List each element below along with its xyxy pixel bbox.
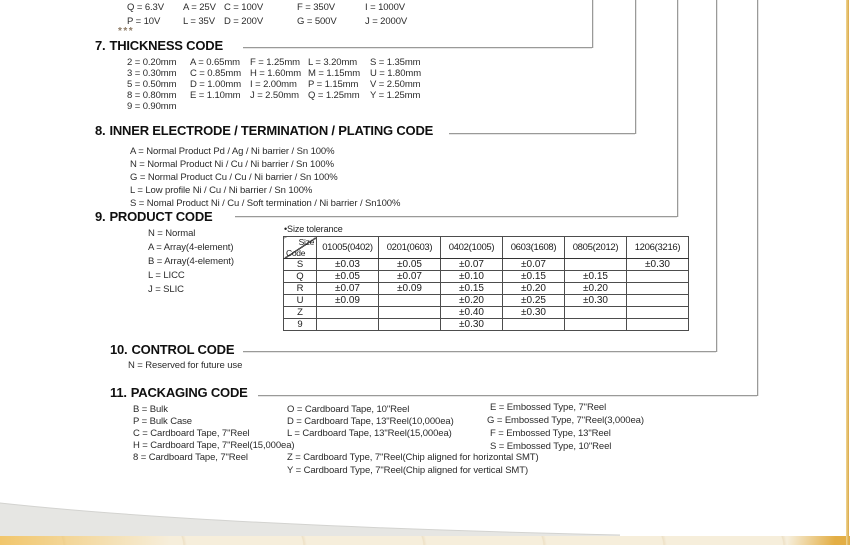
section-9-rule (235, 216, 677, 217)
column-header: 01005(0402) (317, 237, 379, 259)
corner-size-label: Size (298, 237, 314, 247)
packaging-item: O = Cardboard Tape, 10"Reel (287, 404, 410, 415)
section-7-heading (95, 39, 228, 53)
corner-code-label: Code (286, 248, 306, 258)
tolerance-cell: ±0.07 (441, 259, 503, 271)
tolerance-cell (317, 307, 379, 319)
tolerance-cell: ±0.15 (503, 271, 565, 283)
size-code-corner-cell (284, 237, 317, 259)
product-item: N = Normal (148, 228, 196, 239)
column-header: 0402(1005) (441, 237, 503, 259)
section-number: 8. (95, 123, 106, 138)
control-item: N = Reserved for future use (128, 360, 243, 371)
section-number: 11. (110, 385, 127, 400)
section-8-connector-line (635, 0, 636, 134)
tolerance-cell: ±0.07 (379, 271, 441, 283)
product-item: B = Array(4-element) (148, 256, 234, 267)
voltage-item: L = 35V (183, 16, 215, 27)
thickness-item: D = 1.00mm (190, 79, 242, 90)
footer-corner-accent (788, 536, 850, 545)
plating-item: S = Nomal Product Ni / Cu / Soft termination / Ni barrier / Sn100% (130, 198, 401, 209)
tolerance-cell (627, 283, 689, 295)
section-8-rule (449, 133, 635, 134)
packaging-item: C = Cardboard Tape, 7"Reel (133, 428, 250, 439)
packaging-item: B = Bulk (133, 404, 168, 415)
thickness-item: S = 1.35mm (370, 57, 421, 68)
table-row (284, 319, 689, 331)
section-8-heading (95, 124, 438, 138)
tolerance-cell: ±0.09 (379, 283, 441, 295)
size-code-cell: Q (284, 271, 317, 283)
column-header: 0805(2012) (565, 237, 627, 259)
thickness-item: A = 0.65mm (190, 57, 240, 68)
tolerance-cell: ±0.20 (503, 283, 565, 295)
packaging-item: P = Bulk Case (133, 416, 192, 427)
section-number: 7. (95, 38, 106, 53)
thickness-item: L = 3.20mm (308, 57, 358, 68)
size-code-cell: S (284, 259, 317, 271)
section-11-rule (258, 395, 757, 396)
voltage-item: J = 2000V (365, 16, 408, 27)
table-row (284, 307, 689, 319)
voltage-item: F = 350V (297, 2, 336, 13)
section-title: PRODUCT CODE (109, 209, 213, 224)
tolerance-cell: ±0.25 (503, 295, 565, 307)
product-item: L = LICC (148, 270, 185, 281)
table-header-row (284, 237, 689, 259)
tolerance-cell (379, 319, 441, 331)
thickness-item: 3 = 0.30mm (127, 68, 177, 79)
tolerance-cell (627, 295, 689, 307)
thickness-item: Y = 1.25mm (370, 90, 421, 101)
section-11-heading (110, 386, 253, 400)
tolerance-cell: ±0.30 (441, 319, 503, 331)
packaging-item: Y = Cardboard Type, 7"Reel(Chip aligned for vertical SMT) (287, 465, 529, 476)
plating-item: A = Normal Product Pd / Ag / Ni barrier / Sn 100% (130, 146, 335, 157)
thickness-item: M = 1.15mm (308, 68, 361, 79)
column-header: 0201(0603) (379, 237, 441, 259)
footnote-marker: *** (118, 26, 135, 37)
plating-item: L = Low profile Ni / Cu / Ni barrier / Sn 100% (130, 185, 313, 196)
thickness-item: Q = 1.25mm (308, 90, 360, 101)
packaging-item: E = Embossed Type, 7"Reel (490, 402, 607, 413)
size-code-cell: Z (284, 307, 317, 319)
section-7-connector-line (592, 0, 593, 48)
packaging-item: Z = Cardboard Type, 7"Reel(Chip aligned for horizontal SMT) (287, 452, 539, 463)
tolerance-cell (627, 271, 689, 283)
tolerance-cell (565, 259, 627, 271)
thickness-item: J = 2.50mm (250, 90, 299, 101)
table-row (284, 283, 689, 295)
tolerance-cell: ±0.03 (317, 259, 379, 271)
column-header: 1206(3216) (627, 237, 689, 259)
thickness-item: H = 1.60mm (250, 68, 302, 79)
table-row (284, 259, 689, 271)
size-code-cell: R (284, 283, 317, 295)
thickness-item: C = 0.85mm (190, 68, 242, 79)
section-number: 9. (95, 209, 106, 224)
section-10-heading (110, 343, 239, 357)
table-row (284, 271, 689, 283)
tolerance-cell: ±0.15 (441, 283, 503, 295)
footer-wave-graphic (0, 499, 620, 537)
tolerance-cell: ±0.07 (317, 283, 379, 295)
tolerance-cell (379, 295, 441, 307)
tolerance-cell: ±0.20 (565, 283, 627, 295)
thickness-item: 2 = 0.20mm (127, 57, 177, 68)
voltage-item: A = 25V (183, 2, 216, 13)
thickness-item: P = 1.15mm (308, 79, 359, 90)
tolerance-cell (565, 319, 627, 331)
tolerance-cell: ±0.09 (317, 295, 379, 307)
table-row (284, 295, 689, 307)
packaging-item: F = Embossed Type, 13"Reel (490, 428, 611, 439)
size-code-cell: U (284, 295, 317, 307)
thickness-item: 5 = 0.50mm (127, 79, 177, 90)
size-tolerance-caption: •Size tolerance (284, 224, 343, 234)
thickness-item: 9 = 0.90mm (127, 101, 177, 112)
product-item: A = Array(4-element) (148, 242, 234, 253)
section-9-connector-line (677, 0, 678, 217)
size-code-cell: 9 (284, 319, 317, 331)
thickness-item: F = 1.25mm (250, 57, 300, 68)
voltage-item: P = 10V (127, 16, 161, 27)
packaging-item: L = Cardboard Tape, 13"Reel(15,000ea) (287, 428, 452, 439)
tolerance-cell (379, 307, 441, 319)
tolerance-cell: ±0.10 (441, 271, 503, 283)
tolerance-cell: ±0.05 (379, 259, 441, 271)
section-title: PACKAGING CODE (130, 385, 248, 400)
page-right-border (846, 0, 849, 545)
tolerance-cell: ±0.05 (317, 271, 379, 283)
tolerance-cell: ±0.30 (565, 295, 627, 307)
tolerance-cell: ±0.20 (441, 295, 503, 307)
plating-item: G = Normal Product Cu / Cu / Ni barrier / Sn 100% (130, 172, 338, 183)
section-title: THICKNESS CODE (109, 38, 223, 53)
thickness-item: V = 2.50mm (370, 79, 421, 90)
size-tolerance-table (283, 236, 689, 331)
tolerance-cell (565, 307, 627, 319)
tolerance-cell: ±0.40 (441, 307, 503, 319)
footer-band (0, 536, 850, 545)
tolerance-cell (627, 307, 689, 319)
voltage-item: G = 500V (297, 16, 337, 27)
thickness-item: E = 1.10mm (190, 90, 241, 101)
plating-item: N = Normal Product Ni / Cu / Ni barrier / Sn 100% (130, 159, 334, 170)
voltage-item: I = 1000V (365, 2, 406, 13)
product-item: J = SLIC (148, 284, 184, 295)
packaging-item: G = Embossed Type, 7"Reel(3,000ea) (487, 415, 644, 426)
voltage-item: D = 200V (224, 16, 264, 27)
tolerance-cell (317, 319, 379, 331)
section-10-connector-line (716, 0, 717, 352)
thickness-item: I = 2.00mm (250, 79, 297, 90)
packaging-item: S = Embossed Type, 10"Reel (490, 441, 612, 452)
tolerance-cell (503, 319, 565, 331)
tolerance-cell: ±0.15 (565, 271, 627, 283)
tolerance-cell: ±0.30 (627, 259, 689, 271)
tolerance-cell (627, 319, 689, 331)
section-9-heading (95, 210, 218, 224)
packaging-item: 8 = Cardboard Tape, 7"Reel (133, 452, 248, 463)
tolerance-cell: ±0.07 (503, 259, 565, 271)
section-number: 10. (110, 342, 128, 357)
tolerance-cell: ±0.30 (503, 307, 565, 319)
section-10-rule (243, 351, 716, 352)
section-7-rule (243, 47, 592, 48)
packaging-item: H = Cardboard Tape, 7"Reel(15,000ea) (133, 440, 295, 451)
voltage-item: Q = 6.3V (127, 2, 164, 13)
section-title: INNER ELECTRODE / TERMINATION / PLATING CODE (109, 123, 434, 138)
thickness-item: U = 1.80mm (370, 68, 422, 79)
section-11-connector-line (757, 0, 758, 396)
thickness-item: 8 = 0.80mm (127, 90, 177, 101)
section-title: CONTROL CODE (131, 342, 235, 357)
packaging-item: D = Cardboard Tape, 13"Reel(10,000ea) (287, 416, 454, 427)
column-header: 0603(1608) (503, 237, 565, 259)
voltage-item: C = 100V (224, 2, 264, 13)
